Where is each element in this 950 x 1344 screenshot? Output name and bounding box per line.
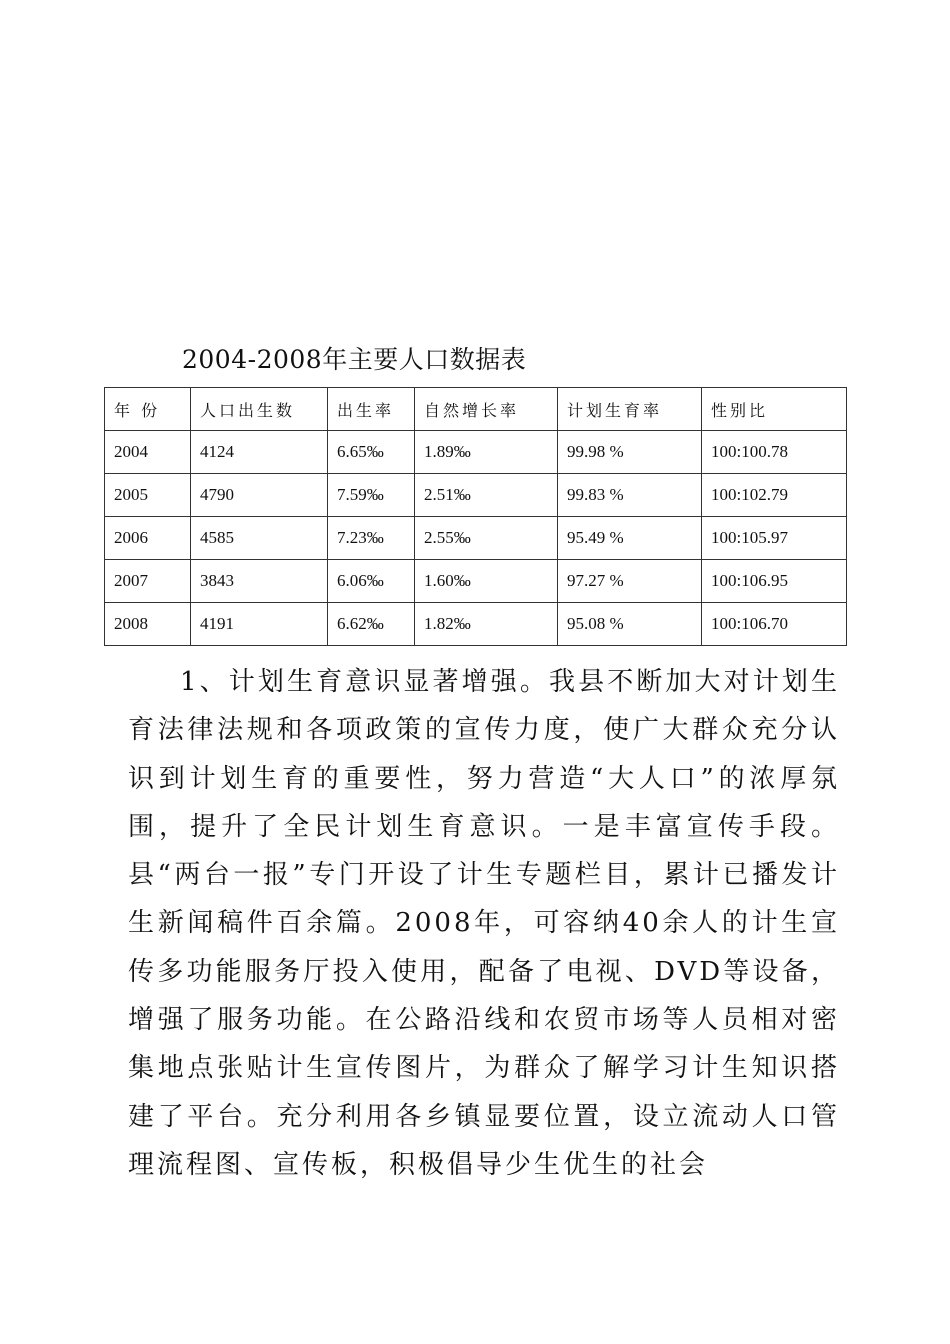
cell-family-planning-rate: 97.27 % (558, 560, 702, 603)
cell-year: 2007 (105, 560, 191, 603)
cell-birth-rate: 7.59‰ (328, 474, 415, 517)
cell-natural-growth-rate: 2.51‰ (415, 474, 558, 517)
cell-births: 4585 (191, 517, 328, 560)
table-row (105, 560, 847, 603)
header-sex-ratio: 性别比 (702, 388, 847, 431)
table-row (105, 474, 847, 517)
header-birth-rate: 出生率 (328, 388, 415, 431)
table-title: 2004-2008年主要人口数据表 (182, 345, 527, 374)
cell-family-planning-rate: 99.83 % (558, 474, 702, 517)
cell-natural-growth-rate: 1.82‰ (415, 603, 558, 646)
cell-family-planning-rate: 95.08 % (558, 603, 702, 646)
header-family-planning-rate: 计划生育率 (558, 388, 702, 431)
cell-birth-rate: 6.62‰ (328, 603, 415, 646)
cell-sex-ratio: 100:106.95 (702, 560, 847, 603)
cell-sex-ratio: 100:102.79 (702, 474, 847, 517)
cell-births: 4790 (191, 474, 328, 517)
body-paragraph: 1、计划生育意识显著增强。我县不断加大对计划生育法律法规和各项政策的宣传力度，使广大群众充分认识到计划生育的重要性，努力营造“大人口”的浓厚氛围，提升了全民计划生育意识。一是丰富宣传手段。县“两台一报”专门开设了计生专题栏目，累计已播发计生新闻稿件百余篇。2008年，可容纳40余人的计生宣传多功能服务厅投入使用，配备了电视、DVD等设备，增强了服务功能。在公路沿线和农贸市场等人员相对密集地点张贴计生宣传图片，为群众了解学习计生知识搭建了平台。充分利用各乡镇显要位置，设立流动人口管理流程图、宣传板，积极倡导少生优生的社会 (128, 667, 840, 1180)
cell-family-planning-rate: 95.49 % (558, 517, 702, 560)
cell-births: 4191 (191, 603, 328, 646)
cell-sex-ratio: 100:105.97 (702, 517, 847, 560)
table-row (105, 517, 847, 560)
cell-births: 3843 (191, 560, 328, 603)
table-row (105, 603, 847, 646)
population-data-table (104, 387, 847, 646)
header-natural-growth-rate: 自然增长率 (415, 388, 558, 431)
table-row (105, 431, 847, 474)
cell-year: 2006 (105, 517, 191, 560)
cell-birth-rate: 6.06‰ (328, 560, 415, 603)
cell-birth-rate: 7.23‰ (328, 517, 415, 560)
cell-natural-growth-rate: 1.89‰ (415, 431, 558, 474)
cell-sex-ratio: 100:100.78 (702, 431, 847, 474)
cell-natural-growth-rate: 2.55‰ (415, 517, 558, 560)
cell-sex-ratio: 100:106.70 (702, 603, 847, 646)
table-header-row (105, 388, 847, 431)
cell-birth-rate: 6.65‰ (328, 431, 415, 474)
header-year: 年 份 (105, 388, 191, 431)
header-births: 人口出生数 (191, 388, 328, 431)
cell-year: 2005 (105, 474, 191, 517)
cell-family-planning-rate: 99.98 % (558, 431, 702, 474)
cell-births: 4124 (191, 431, 328, 474)
cell-natural-growth-rate: 1.60‰ (415, 560, 558, 603)
cell-year: 2008 (105, 603, 191, 646)
cell-year: 2004 (105, 431, 191, 474)
